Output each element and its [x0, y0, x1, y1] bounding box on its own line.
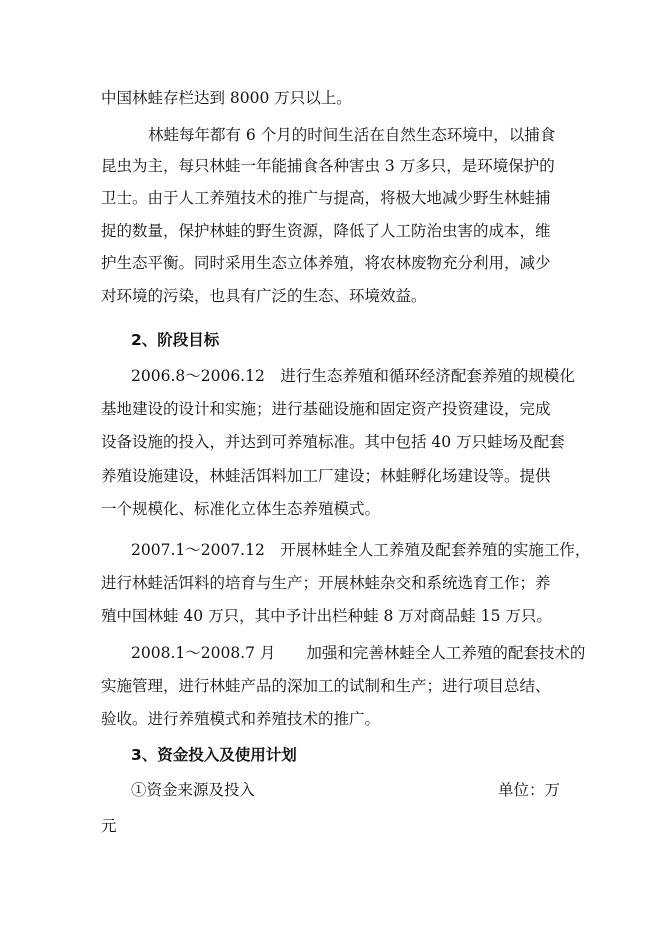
paragraph-line: 殖中国林蛙 40 万只，其中予计出栏种蛙 8 万对商品蛙 15 万只。 — [101, 607, 552, 625]
paragraph-line: 一个规模化、标准化立体生态养殖模式。 — [101, 500, 381, 518]
paragraph-line: 中国林蛙存栏达到 8000 万只以上。 — [101, 89, 352, 107]
paragraph-line: 2008.1～2008.7 月 加强和完善林蛙全人工养殖的配套技术的 — [131, 644, 586, 662]
section-heading: 3、资金投入及使用计划 — [131, 746, 297, 764]
paragraph-line: 捉的数量，保护林蛙的野生资源，降低了人工防治虫害的成本，维 — [101, 222, 551, 240]
paragraph-line: 对环境的污染，也具有广泛的生态、环境效益。 — [101, 287, 427, 305]
paragraph-line: 2006.8～2006.12 进行生态养殖和循环经济配套养殖的规模化 — [131, 367, 575, 385]
section-heading: 2、阶段目标 — [131, 331, 220, 349]
paragraph-line: ①资金来源及投入 — [131, 781, 256, 799]
paragraph-line: 养殖设施建设，林蛙活饵料加工厂建设；林蛙孵化场建设等。提供 — [101, 467, 551, 485]
paragraph-line: 元 — [101, 817, 117, 835]
paragraph-line: 护生态平衡。同时采用生态立体养殖，将农林废物充分利用，减少 — [101, 254, 551, 272]
paragraph-line: 验收。进行养殖模式和养殖技术的推广。 — [101, 710, 381, 728]
paragraph-line: 基地建设的设计和实施；进行基础设施和固定资产投资建设，完成 — [101, 400, 551, 418]
paragraph-line: 实施管理，进行林蛙产品的深加工的试制和生产；进行项目总结、 — [101, 677, 551, 695]
paragraph-line: 2007.1～2007.12 开展林蛙全人工养殖及配套养殖的实施工作， — [131, 541, 591, 559]
paragraph-line: 进行林蛙活饵料的培育与生产；开展林蛙杂交和系统选育工作；养 — [101, 574, 551, 592]
unit-label: 单位：万 — [498, 781, 561, 799]
paragraph-line: 昆虫为主，每只林蛙一年能捕食各种害虫 3 万多只，是环境保护的 — [101, 157, 555, 175]
paragraph-line: 设备设施的投入，并达到可养殖标准。其中包括 40 万只蛙场及配套 — [101, 433, 565, 451]
paragraph-line: 卫士。由于人工养殖技术的推广与提高，将极大地减少野生林蛙捕 — [101, 189, 551, 207]
paragraph-line: 林蛙每年都有 6 个月的时间生活在自然生态环境中，以捕食 — [148, 126, 556, 144]
